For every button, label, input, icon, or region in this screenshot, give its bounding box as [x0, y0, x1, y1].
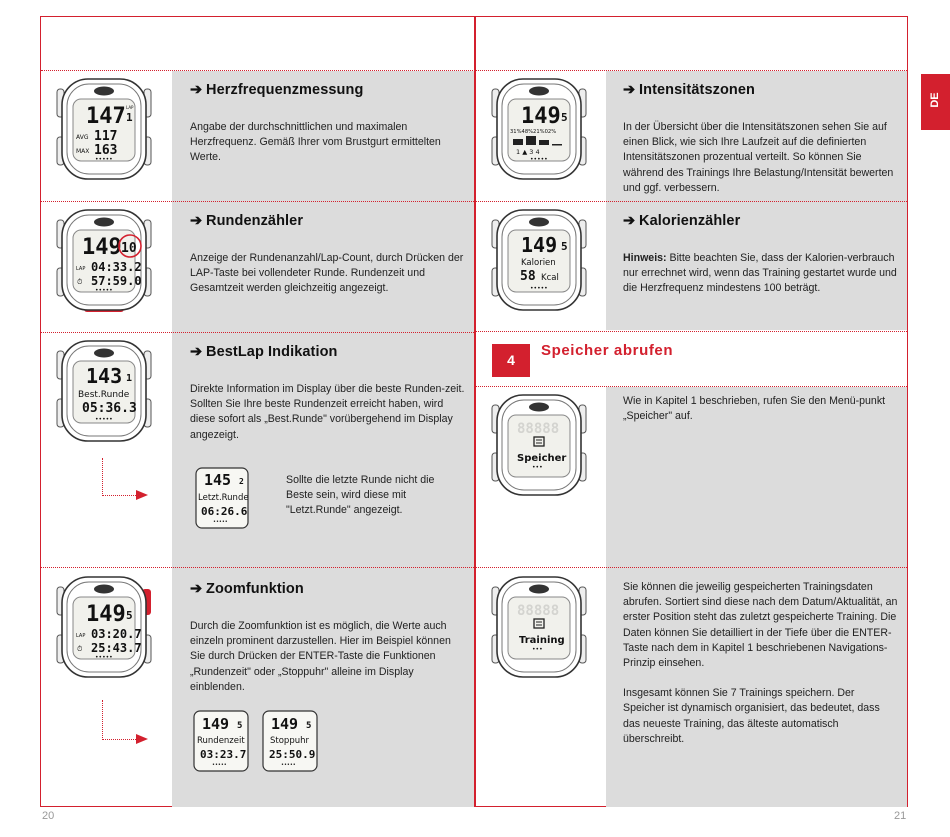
section-text: Angabe der durchschnittlichen und maximalen Herzfrequenz. Gemäß Ihrer vom Brustgurt ermittelten Werte.	[190, 121, 441, 164]
separator	[476, 331, 907, 332]
svg-text:Best.Runde: Best.Runde	[78, 390, 130, 400]
svg-text:Rundenzeit: Rundenzeit	[197, 736, 245, 746]
separator	[41, 201, 474, 202]
svg-text:149: 149	[86, 602, 126, 627]
section-text: Direkte Information im Display über die beste Runden-zeit. Sollten Sie Ihre beste Rundenzeit erreicht haben, wird diese sofort als „Best.Runde" vorübergehend im Display angezeigt.	[190, 383, 465, 441]
svg-text:MAX: MAX	[76, 148, 90, 155]
svg-text:10: 10	[121, 241, 137, 256]
svg-text:5: 5	[561, 240, 568, 253]
section-heart-rate	[190, 82, 465, 166]
watch-display-heart-rate	[56, 77, 152, 183]
svg-text:•••••: •••••	[95, 654, 113, 661]
language-tab	[921, 74, 950, 130]
svg-text:149: 149	[521, 104, 561, 129]
svg-text:LAP: LAP	[126, 105, 134, 110]
section-text	[623, 251, 898, 297]
svg-text:88888: 88888	[517, 421, 560, 437]
svg-text:2: 2	[239, 477, 244, 486]
svg-text:Kcal: Kcal	[541, 273, 559, 283]
svg-text:Stoppuhr: Stoppuhr	[270, 736, 309, 746]
section-calories	[623, 213, 898, 297]
chapter-title: Speicher abrufen	[541, 342, 674, 359]
svg-text:LAP: LAP	[76, 266, 86, 272]
section-text: Anzeige der Rundenanzahl/Lap-Count, durch Drücken der LAP-Taste bei vollendeter Runde. Rundenzeit und Gesamtzeit werden gleichzeitig angezeigt.	[190, 252, 464, 295]
section-title: Intensitätszonen	[639, 82, 755, 98]
svg-text:•••••: •••••	[212, 762, 227, 768]
section-title: Herzfrequenzmessung	[206, 82, 364, 98]
svg-text:58: 58	[520, 269, 536, 284]
connector-arrow	[102, 458, 147, 500]
watch-display-training	[491, 575, 587, 681]
svg-text:57:59.0: 57:59.0	[91, 274, 142, 288]
svg-text:•••••: •••••	[95, 287, 113, 294]
svg-text:1: 1	[126, 111, 133, 124]
svg-text:Letzt.Runde: Letzt.Runde	[198, 493, 249, 503]
svg-text:•••••: •••••	[530, 285, 548, 292]
svg-text:88888: 88888	[517, 603, 560, 619]
lcd-stopwatch	[262, 710, 318, 772]
svg-text:1: 1	[126, 373, 133, 384]
svg-text:149: 149	[271, 715, 299, 733]
svg-text:117: 117	[94, 129, 118, 144]
section-title: BestLap Indikation	[206, 344, 338, 360]
arrow-right-icon: ➔	[623, 213, 636, 229]
chapter-number: 4	[492, 344, 530, 377]
watch-display-calories	[491, 208, 587, 314]
section-text: Sollte die letzte Runde nicht die Beste sein, wird diese mit "Letzt.Runde" angezeigt.	[286, 474, 435, 517]
svg-text:143: 143	[86, 364, 123, 388]
language-tab-label: DE	[929, 92, 941, 108]
svg-text:145: 145	[204, 471, 232, 489]
arrow-right-icon: ➔	[623, 82, 636, 98]
svg-text:5: 5	[237, 721, 243, 731]
section-title: Kalorienzähler	[639, 213, 741, 229]
section-memory-details	[623, 580, 898, 747]
svg-text:5: 5	[561, 111, 568, 124]
separator	[476, 567, 907, 568]
separator	[41, 70, 907, 71]
svg-text:5: 5	[126, 609, 133, 622]
section-intensity-zones	[623, 82, 898, 196]
section-lap-counter	[190, 213, 465, 297]
svg-text:31%48%21%02%: 31%48%21%02%	[510, 129, 557, 135]
svg-text:LAP: LAP	[76, 633, 86, 639]
svg-text:25:43.7: 25:43.7	[91, 641, 142, 655]
svg-text:•••••: •••••	[95, 156, 113, 163]
svg-text:AVG: AVG	[76, 134, 89, 141]
svg-text:⏱: ⏱	[77, 278, 83, 286]
svg-text:149: 149	[521, 233, 558, 257]
arrow-right-icon: ➔	[190, 82, 203, 98]
svg-text:Speicher: Speicher	[517, 453, 567, 464]
svg-text:5: 5	[306, 721, 312, 731]
svg-text:149: 149	[202, 715, 230, 733]
arrow-right-icon: ➔	[190, 213, 203, 229]
separator	[41, 332, 474, 333]
section-best-lap	[190, 344, 465, 443]
section-title: Zoomfunktion	[206, 581, 304, 597]
best-lap-note	[286, 473, 458, 519]
svg-text:147: 147	[86, 104, 126, 129]
lcd-last-lap	[195, 467, 249, 529]
svg-text:163: 163	[94, 143, 118, 158]
section-zoom	[190, 581, 465, 695]
svg-text:•••••: •••••	[95, 416, 113, 423]
watch-display-intensity-zones	[491, 77, 587, 183]
svg-text:⏱: ⏱	[77, 645, 83, 653]
section-memory-intro	[623, 394, 898, 424]
hint-text: Bitte beachten Sie, dass der Kalorien-verbrauch nur errechnet wird, wenn das Training gestartet wurde und die Herzfrequenz mindestens 100 beträgt.	[623, 252, 897, 295]
watch-display-best-lap	[56, 339, 152, 445]
svg-text:03:23.7: 03:23.7	[200, 748, 247, 761]
lcd-lap-time	[193, 710, 249, 772]
arrow-right-icon: ➔	[190, 581, 203, 597]
connector-arrow	[102, 700, 147, 745]
page-number-right: 21	[894, 810, 907, 822]
svg-text:•••••: •••••	[213, 519, 228, 525]
svg-text:04:33.2: 04:33.2	[91, 260, 142, 274]
section-text: In der Übersicht über die Intensitätszonen sehen Sie auf einen Blick, wie sich Ihre Laufzeit auf die definierten Intensitätszonen prozentual verteilt. So können Sie während des Trainings Ihre Belastung/Intensität bewerten und ggf. verbessern.	[623, 121, 894, 194]
svg-text:•••••: •••••	[281, 762, 296, 768]
svg-text:05:36.3: 05:36.3	[82, 401, 137, 416]
separator	[41, 567, 474, 568]
separator	[476, 386, 907, 387]
svg-text:25:50.9: 25:50.9	[269, 748, 316, 761]
section-title: Rundenzähler	[206, 213, 304, 229]
svg-text:06:26.6: 06:26.6	[201, 505, 248, 518]
svg-text:03:20.7: 03:20.7	[91, 627, 142, 641]
svg-text:149: 149	[82, 235, 122, 260]
watch-display-memory	[491, 393, 587, 499]
svg-text:•••: •••	[532, 646, 543, 653]
hint-label: Hinweis:	[623, 252, 667, 264]
svg-text:Training: Training	[519, 635, 565, 646]
svg-text:•••••: •••••	[530, 156, 548, 163]
arrow-right-icon: ➔	[190, 344, 203, 360]
section-text: Wie in Kapitel 1 beschrieben, rufen Sie den Menü-punkt „Speicher" auf.	[623, 395, 886, 423]
section-text: Insgesamt können Sie 7 Trainings speichern. Der Speicher ist dynamisch organisiert, das bedeutet, dass das neueste Training, das älteste automatisch überschreibt.	[623, 687, 880, 745]
svg-text:•••: •••	[532, 464, 543, 471]
page-number-left: 20	[42, 810, 55, 822]
watch-display-lap-counter	[56, 208, 152, 314]
separator	[476, 201, 907, 202]
svg-text:1 ▲ 3 4: 1 ▲ 3 4	[516, 148, 540, 156]
watch-display-zoom	[56, 575, 152, 681]
section-text: Durch die Zoomfunktion ist es möglich, die Werte auch einzeln prominent darzustellen. Hier im Beispiel können Sie durch Drücken der ENTER-Taste die Funktionen „Rundenzeit" oder „Stoppuhr" alleine im Display einblenden.	[190, 620, 451, 693]
section-text: Sie können die jeweilig gespeicherten Trainingsdaten abrufen. Sortiert sind diese nach dem Datum/Aktualität, an erster Position steht das zuletzt gespeicherte Training. Die Daten können Sie detailliert in der Tiefe über die ENTER-Taste nach dem in Kapitel 1 beschriebenen Navigations-Prinzip einsehen.	[623, 581, 898, 670]
svg-text:Kalorien: Kalorien	[521, 258, 556, 268]
